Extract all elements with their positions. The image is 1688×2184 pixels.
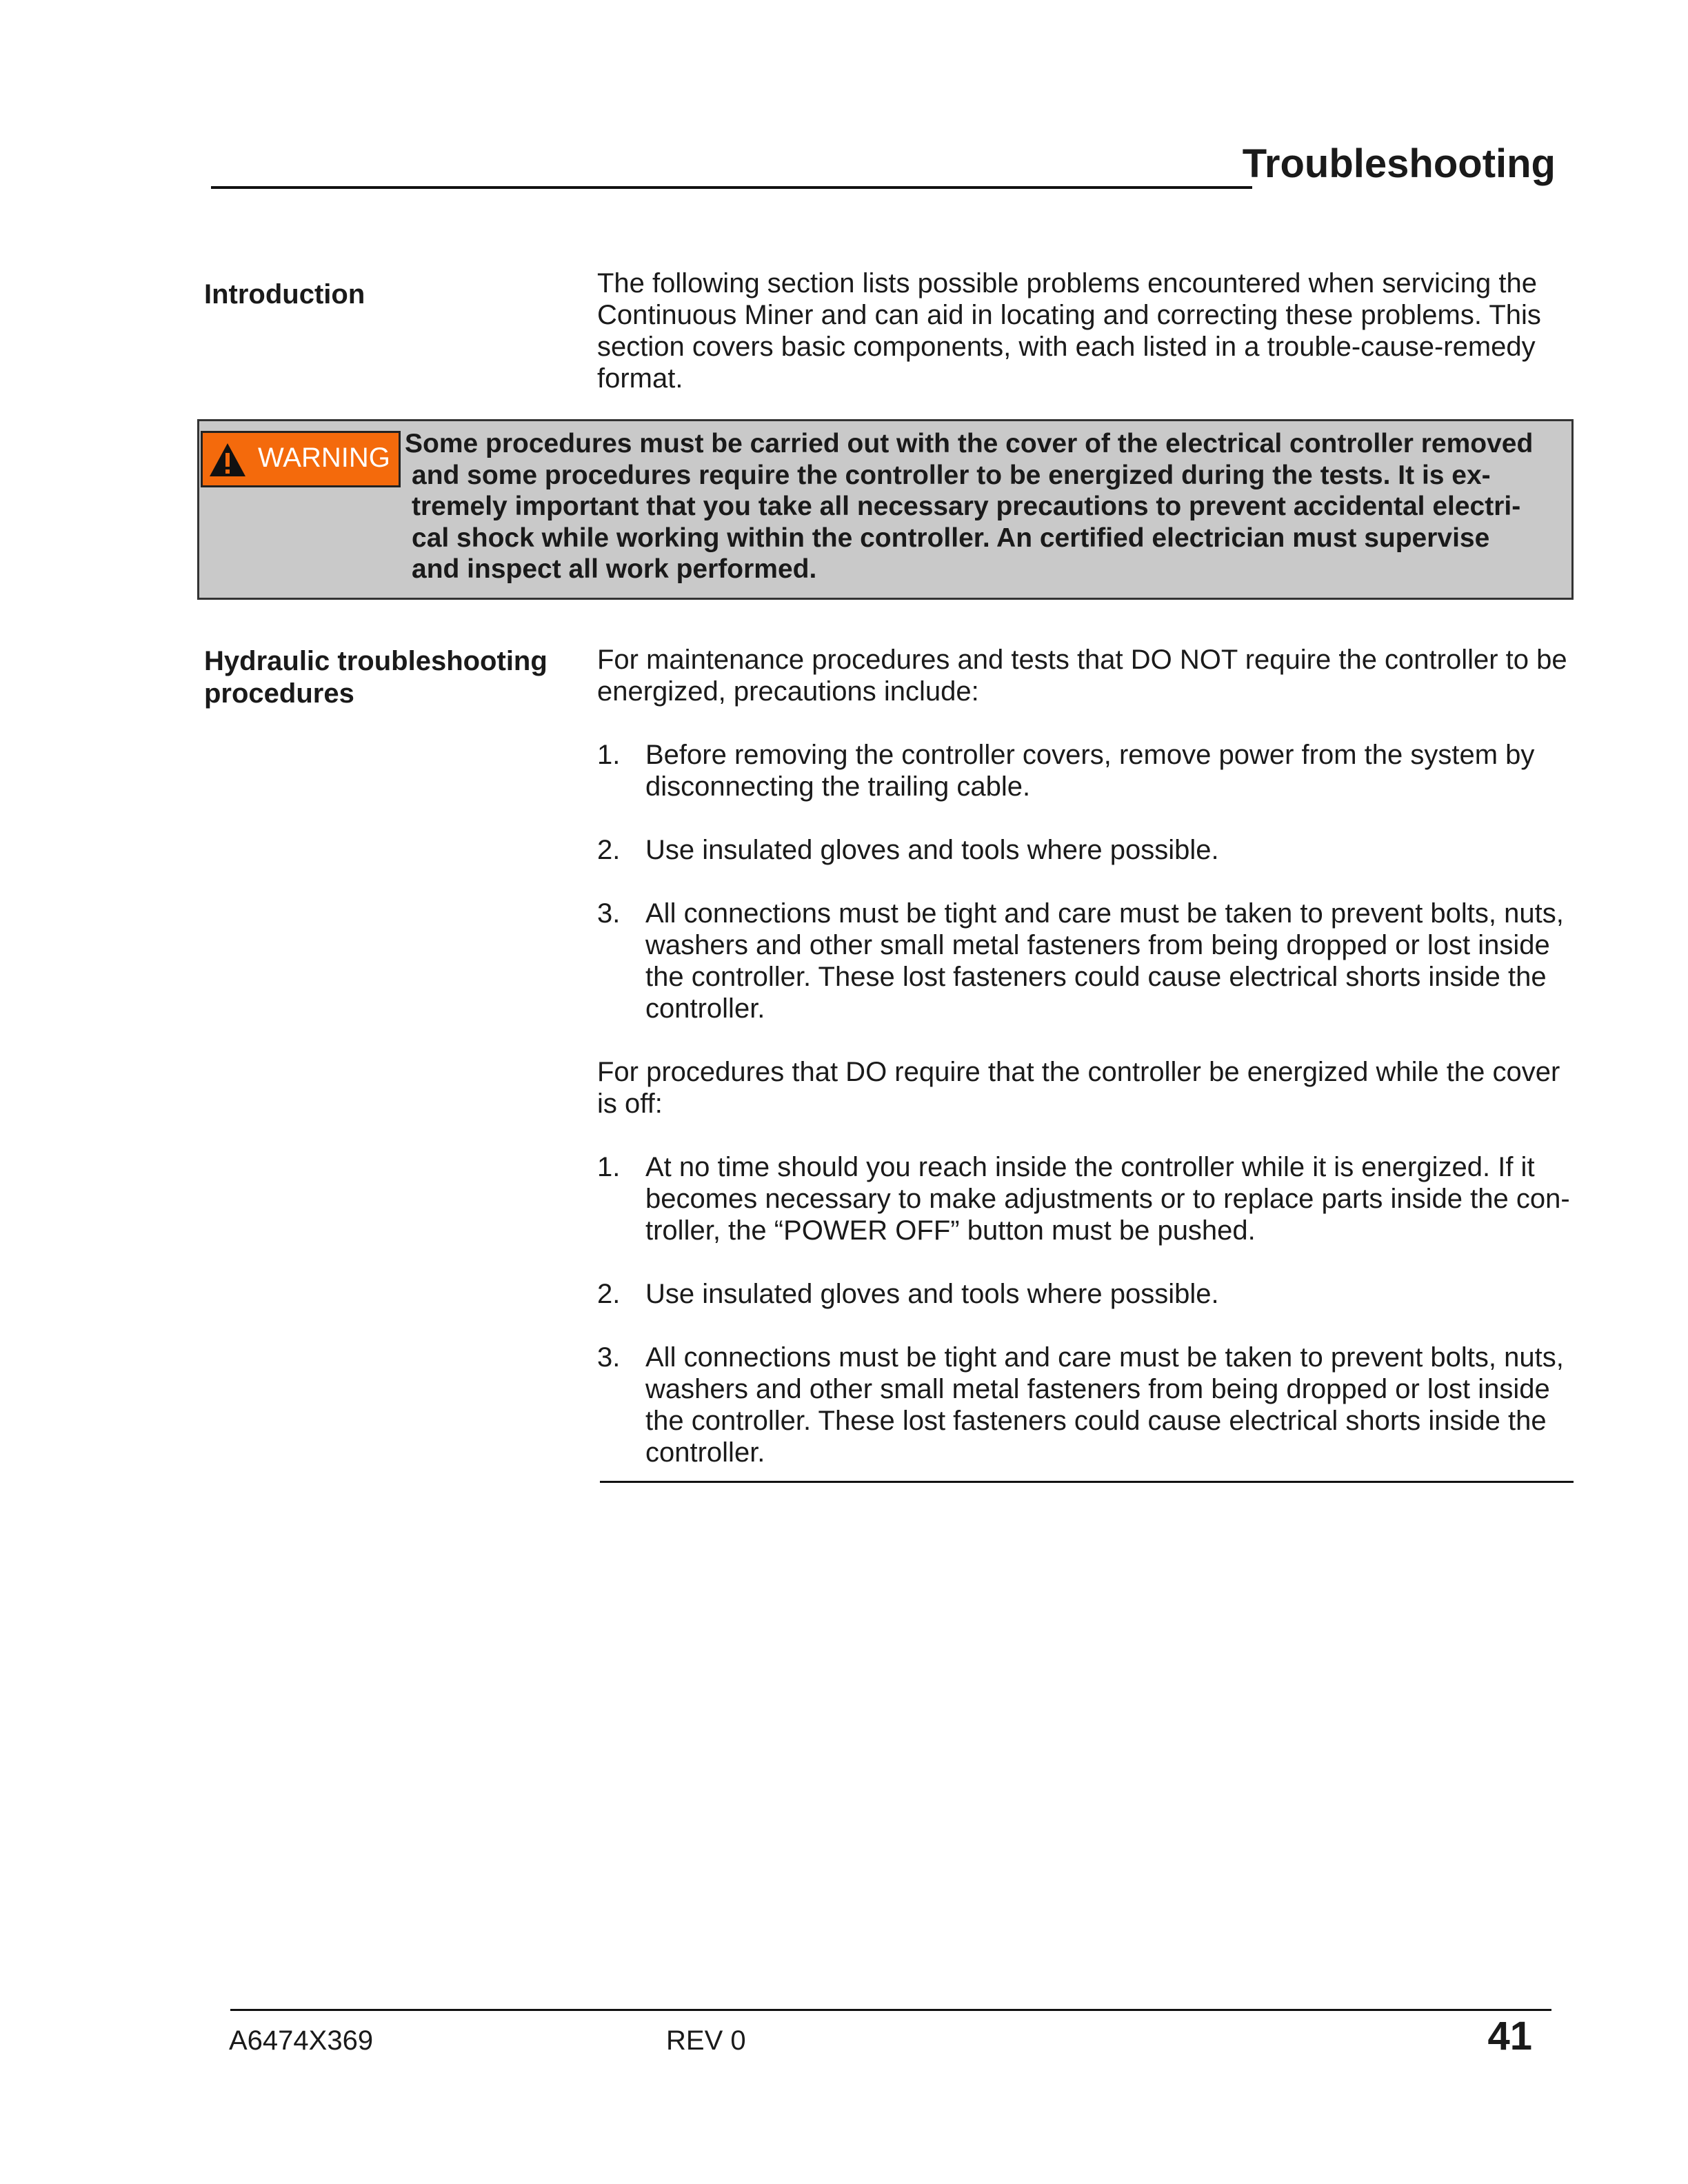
introduction-heading: Introduction — [204, 279, 365, 310]
introduction-text — [597, 267, 1576, 394]
warning-line: Some procedures must be carried out with the cover of the electrical controller removed — [405, 429, 1534, 458]
warning-line: and some procedures require the controller to be energized during the tests. It is ex- — [412, 460, 1491, 490]
page-header — [211, 138, 1556, 190]
list-item — [597, 1278, 1576, 1310]
footer-revision: REV 0 — [666, 2025, 746, 2056]
step-text: All connections must be tight and care must be taken to prevent bolts, nuts, washers and other small metal fasteners from being dropped or lost inside the controller. These lost fasteners could cause electrical shorts inside the controller. — [645, 898, 1564, 1024]
warning-triangle-icon — [208, 441, 247, 478]
energized-steps — [597, 1151, 1576, 1468]
warning-badge — [201, 431, 401, 487]
header-rule — [211, 186, 1252, 189]
section-end-rule — [600, 1481, 1574, 1483]
page-number: 41 — [1487, 2014, 1532, 2059]
warning-line: cal shock while working within the controller. An certified electrician must supervise — [412, 523, 1490, 553]
warning-line: tremely important that you take all necessary precautions to prevent accidental electri- — [412, 492, 1521, 521]
step-text: Before removing the controller covers, remove power from the system by disconnecting the trailing cable. — [645, 740, 1535, 802]
step-text: At no time should you reach inside the controller while it is energized. If it becomes necessary to make adjustments or to replace parts inside the con-troller, the “POWER OFF” button must be pushed. — [645, 1152, 1570, 1246]
warning-label: WARNING — [258, 443, 390, 473]
step-text: Use insulated gloves and tools where possible. — [645, 835, 1219, 865]
warning-line: and inspect all work performed. — [412, 554, 817, 584]
warning-box — [197, 419, 1574, 600]
page-title: Troubleshooting — [1242, 141, 1556, 186]
step-number: 3. — [597, 898, 621, 929]
list-item — [597, 1342, 1576, 1468]
step-number: 1. — [597, 1152, 621, 1182]
not-energized-steps — [597, 739, 1576, 1024]
footer-doc-number: A6474X369 — [229, 2025, 374, 2056]
hydraulic-section — [597, 644, 1576, 1468]
footer-rule — [230, 2009, 1551, 2011]
step-text: All connections must be tight and care must be taken to prevent bolts, nuts, washers and other small metal fasteners from being dropped or lost inside the controller. These lost fasteners could cause electrical shorts inside the controller. — [645, 1342, 1564, 1468]
warning-text — [405, 428, 1563, 585]
step-text: Use insulated gloves and tools where possible. — [645, 1279, 1219, 1309]
introduction-paragraph: The following section lists possible problems encountered when servicing the Continuous Miner and can aid in locating and correcting these problems. This section covers basic components, with each listed in a trouble-cause-remedy format. — [597, 268, 1541, 394]
hydraulic-heading — [204, 645, 547, 710]
list-item — [597, 834, 1576, 866]
list-item — [597, 739, 1576, 802]
list-item — [597, 898, 1576, 1024]
hydraulic-heading-line: Hydraulic troubleshooting — [204, 646, 547, 676]
energized-intro: For procedures that DO require that the controller be energized while the cover is off: — [597, 1057, 1560, 1119]
not-energized-intro: For maintenance procedures and tests that DO NOT require the controller to be energized, precautions include: — [597, 645, 1567, 707]
list-item — [597, 1151, 1576, 1246]
step-number: 1. — [597, 740, 621, 770]
step-number: 2. — [597, 835, 621, 865]
hydraulic-heading-line: procedures — [204, 678, 354, 709]
step-number: 3. — [597, 1342, 621, 1373]
step-number: 2. — [597, 1279, 621, 1309]
